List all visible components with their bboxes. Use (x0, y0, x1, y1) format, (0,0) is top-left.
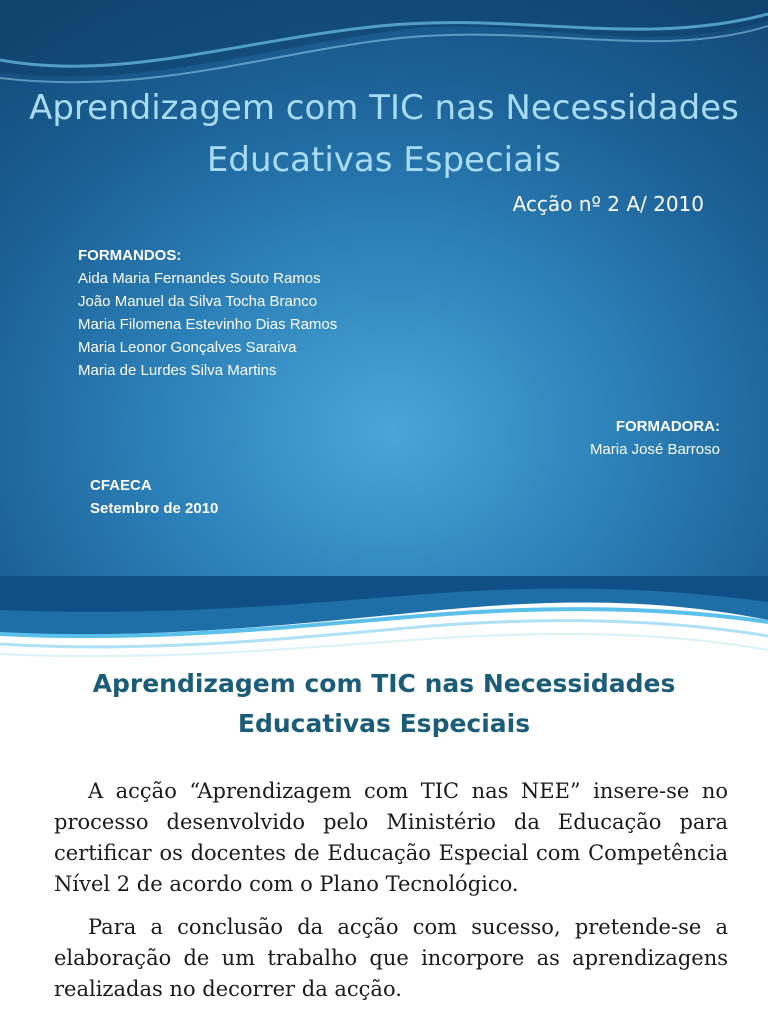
trainee-name: Maria Leonor Gonçalves Saraiva (78, 339, 297, 356)
content-slide (0, 576, 768, 1024)
trainee-name: Aida Maria Fernandes Souto Ramos (78, 270, 321, 287)
trainer-block (590, 415, 720, 461)
wave-decoration (0, 576, 768, 666)
body-paragraph-2: Para a conclusão da acção com sucesso, pretende-se a elaboração de um trabalho que incorpore as aprendizagens realizadas no decorrer da acção. (54, 915, 728, 1001)
organization-name: CFAECA (90, 477, 152, 494)
action-number: Acção nº 2 A/ 2010 (512, 192, 704, 216)
trainee-name: Maria de Lurdes Silva Martins (78, 362, 277, 379)
trainer-label: FORMADORA: (615, 418, 720, 435)
content-slide-heading: Aprendizagem com TIC nas Necessidades Educativas Especiais (92, 669, 676, 738)
body-paragraph-1: A acção “Aprendizagem com TIC nas NEE” insere-se no processo desenvolvido pelo Ministério da Educação para certificar os docentes de Educação Especial com Competência Nível 2 de acordo com o Plano Tecnológico. (54, 779, 728, 896)
trainees-label: FORMANDOS: (78, 247, 182, 264)
date-text: Setembro de 2010 (90, 500, 219, 517)
trainee-name: Maria Filomena Estevinho Dias Ramos (78, 316, 338, 333)
organization-block (90, 474, 218, 520)
trainees-block (78, 244, 337, 382)
title-slide-heading: Aprendizagem com TIC nas Necessidades Educativas Especiais (29, 88, 739, 180)
trainer-name: Maria José Barroso (589, 441, 720, 458)
trainee-name: João Manuel da Silva Tocha Branco (78, 293, 318, 310)
